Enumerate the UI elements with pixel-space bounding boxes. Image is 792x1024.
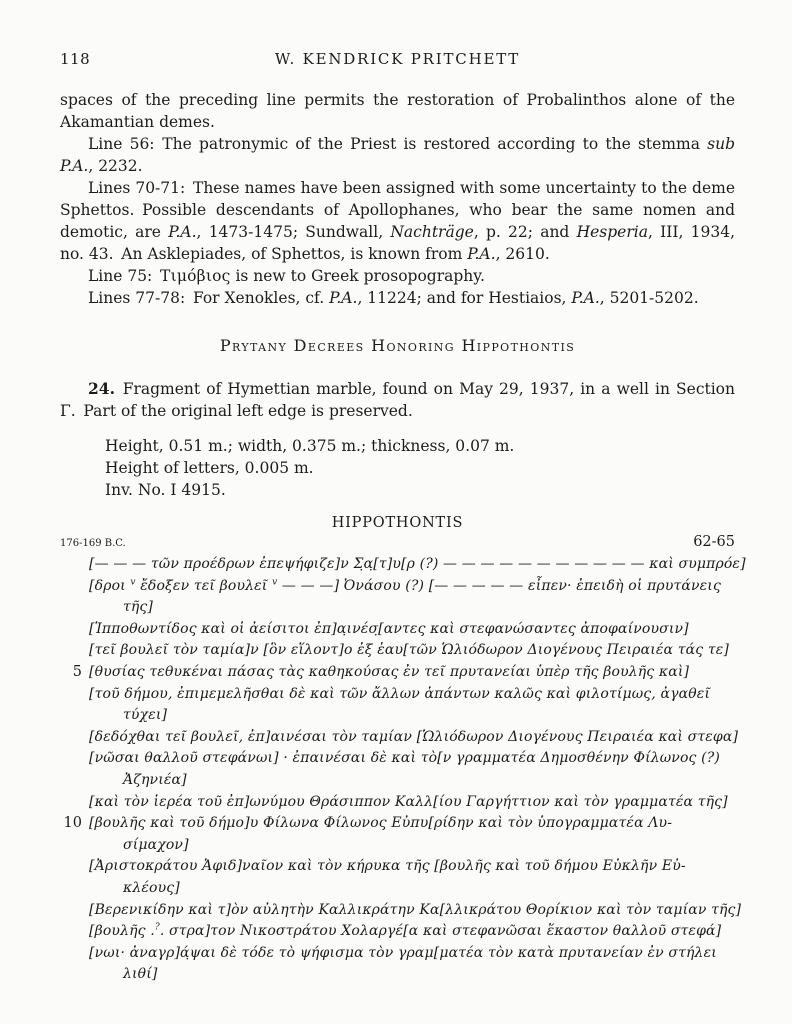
text-segment-greek: Τιμόβιος (160, 267, 231, 285)
inscription-line-number (60, 900, 89, 922)
measurement-line: Inv. No. I 4915. (105, 481, 226, 499)
text-segment-italic: sub P.A. (60, 135, 735, 175)
inscription-line (60, 705, 735, 727)
inscription-line (60, 770, 735, 792)
inscription-line-number (60, 792, 89, 814)
paragraph (60, 287, 735, 309)
text-segment: Lines 70-71: These names have been assigned with some uncertainty to the deme Sphettos. Possible descendants of Apollophanes, who bear the same nomen and demotic, are (60, 179, 735, 241)
text-segment: Lines 77-78: For Xenokles, cf. (88, 289, 330, 307)
text-segment: , p. 22; and (473, 223, 577, 241)
text-segment-italic: P.A. (168, 223, 197, 241)
inscription-line (60, 640, 735, 662)
measurement-line: Height, 0.51 m.; width, 0.375 m.; thickness, 0.07 m. (105, 437, 515, 455)
inscription-line (60, 662, 735, 684)
inscription-line-number (60, 943, 89, 965)
inscription-greek-text: τῆς] (123, 599, 154, 616)
inscription-line (60, 576, 735, 598)
inscription-line-number (60, 705, 89, 727)
inscription-line (60, 900, 742, 922)
measurement-line: Height of letters, 0.005 m. (105, 459, 314, 477)
inscription-line (60, 748, 735, 770)
text-segment-bold: 24. (88, 379, 115, 398)
text-segment: Line 56: The patronymic of the Priest is restored according to the stemma (88, 135, 708, 153)
inscription-greek-text: [θυσίας τεθυκέναι πάσας τὰς καθηκούσας ἐν τεῖ πρυτανείαι ὑπὲρ τῆς βουλῆς καὶ] (89, 663, 690, 680)
inscription-line (60, 727, 739, 749)
text-segment: Fragment of Hymettian marble, found on May 29, 1937, in a well in Section Γ. Part of the original left edge is preserved. (60, 380, 735, 420)
running-header (60, 50, 735, 70)
inscription-line (60, 813, 735, 835)
inscription-meta (60, 534, 735, 550)
inscription-line-ref: 62-65 (693, 534, 735, 550)
text-segment-italic: P.A. (329, 289, 358, 307)
inscription-line-number (60, 727, 89, 749)
inscription-line (60, 856, 735, 878)
inscription-line (60, 878, 735, 900)
inscription-line-number (60, 856, 89, 878)
inscription-line (60, 684, 735, 706)
inscription-line-number (60, 554, 89, 576)
inscription-greek-text: [δεδόχθαι τεῖ βουλεῖ, ἐπ]αινέσαι τὸν ταμίαν [Ὡλιόδωρον Διογένους Πειραιέα καὶ στεφα] (89, 728, 739, 745)
running-title: W. KENDRICK PRITCHETT (274, 50, 521, 68)
text-segment-italic: Hesperia (576, 223, 648, 241)
inscription-line-number (60, 835, 89, 857)
inscription-greek-text: Ἀζηνιέα] (123, 771, 187, 788)
text-segment-italic: Nachträge (390, 223, 474, 241)
inscription-line (60, 619, 735, 641)
inscription-line-number (60, 921, 89, 943)
inscription-line-number (60, 640, 89, 662)
text-segment-italic: P.A. (467, 245, 496, 263)
text-segment: , 2232. (88, 157, 143, 175)
text-segment-italic: P.A. (571, 289, 600, 307)
article-body (60, 89, 746, 986)
inscription-greek-text: [νωι· ἀναγρ]ά̣ψαι δὲ τόδε τὸ ψήφισμα τὸν γραμ[ματέα τὸν κατὰ πρυτανείαν ἐν στήλει (89, 944, 717, 961)
inscription-line-number: 10 (63, 815, 82, 832)
inscription-line-number (60, 576, 89, 598)
inscription-line-number (60, 770, 89, 792)
paragraph (60, 133, 735, 177)
inscription-line (60, 964, 735, 986)
inscription-greek-text: [Βερενικίδην καὶ τ]ὸν αὐλητὴν Καλλικράτην Κα[λλικράτου Θορίκιον καὶ τὸν ταμίαν τῆς] (89, 901, 742, 918)
inscription-line-number (60, 619, 89, 641)
inscription-greek-text: [τεῖ βουλεῖ τὸν ταμία]ν [ὃν εἵλοντ]ο ἐξ ἑαυ[τῶν Ὡλιόδωρον Διογένους Πειραιέα τάς τε] (89, 642, 730, 659)
inscription-greek-text: [τοῦ δήμου, ἐπιμεμελῆσθαι δὲ καὶ τῶν ἄλλων ἁπάντων καλῶς καὶ φιλοτίμως, ἀγαθεῖ (89, 685, 711, 702)
paragraph (60, 177, 735, 265)
paragraph (60, 89, 735, 133)
inscription-line-number: 5 (72, 663, 82, 680)
measurements-block (105, 435, 735, 501)
text-segment: , 11224; and for Hestiaios, (357, 289, 572, 307)
inscription-line (60, 921, 735, 943)
commentary-paragraphs (60, 89, 735, 309)
page-number: 118 (60, 50, 91, 68)
epigraphic-superscript: ? (154, 922, 160, 933)
inscription-line-number (60, 748, 89, 770)
text-segment: spaces of the preceding line permits the restoration of Probalinthos alone of the Akamantian demes. (60, 91, 735, 131)
inscription-greek-text: [Ἀριστοκράτου Ἀφιδ]ναῖον καὶ τὸν κήρυκα τῆς [βουλῆς καὶ τοῦ δήμου Εὐκλῆν Εὐ- (89, 858, 686, 875)
text-segment: , 5201-5202. (599, 289, 699, 307)
inscription-line (60, 554, 746, 576)
inscription-line-number (60, 597, 89, 619)
inscription-greek-text: [βουλῆς καὶ τοῦ δήμο]υ Φίλωνα Φίλωνος Εὐπυ[ρίδην καὶ τὸν ὑπογραμματέα Λυ- (89, 815, 673, 832)
text-segment: , 2610. (495, 245, 550, 263)
inscription-greek-text: [δροι $^v$ ἔδοξεν τεῖ βουλεῖ $^v$ — — —] Ὀνάσου (?) [— — — — — εἶπεν· ἐπειδὴ οἱ πρυτάνεις (89, 576, 721, 594)
epigraphic-superscript: v (272, 576, 278, 587)
inscription-greek-text: κλέους] (123, 879, 180, 896)
inscription-line (60, 943, 735, 965)
inscription-greek-text: σίμαχον] (123, 836, 189, 853)
catalogue-entry-paragraphs (60, 378, 735, 422)
inscription-greek-text: [Ἱπποθωντίδος καὶ οἱ ἀείσιτοι ἐπ]α̣ινέσ̣[αντες καὶ στεφανώσαντες ἀποφαίνουσιν] (89, 620, 689, 637)
inscription-line-number (60, 964, 89, 986)
section-heading: Prytany Decrees Honoring Hippothontis (219, 336, 576, 355)
inscription-text-block (60, 554, 746, 986)
epigraphic-superscript: v (130, 576, 136, 587)
inscription-title: HIPPOTHONTIS (331, 515, 464, 531)
text-segment: is new to Greek prosopography. (230, 267, 485, 285)
inscription-line (60, 835, 735, 857)
text-segment: , III, 1934, no. 43. An Asklepiades, of Sphettos, is known from (60, 223, 735, 263)
inscription-greek-text: λιθί] (123, 966, 158, 983)
inscription-greek-text: [βουλῆς .?. στρα]τον Νικοστράτου Χολαργέ[α καὶ στεφανῶσαι ἕκαστον θαλλοῦ στεφά] (89, 922, 722, 940)
inscription-line (60, 597, 735, 619)
paragraph (60, 378, 735, 422)
text-segment: , 1473-1475; Sundwall, (196, 223, 391, 241)
inscription-line-number (60, 878, 89, 900)
text-segment: Line 75: (88, 267, 161, 285)
inscription-greek-text: [— — — τῶν προέδρων ἐπεψήφιζε]ν Σ̣α̣[τ]υ[ρ (?) — — — — — — — — — — — καὶ συμπρόε] (89, 556, 746, 572)
inscription-greek-text: τύχει] (123, 707, 168, 724)
inscription-greek-text: [νῶσαι θαλλοῦ στεφάνωι] · ἐπαινέσαι δὲ καὶ τὸ[ν γραμματέα Δημοσθένην Φίλωνος (?) (89, 750, 721, 767)
inscription-line-number (60, 684, 89, 706)
inscription-date: 176-169 B.C. (60, 534, 126, 550)
paragraph (60, 265, 735, 287)
inscription-line (60, 792, 735, 814)
inscription-greek-text: [καὶ τὸν ἱερέα τοῦ ἐπ]ωνύμου Θράσιππον Καλλ[ίου Γαργήττιον καὶ τὸν γραμματέα τῆς] (89, 793, 728, 810)
